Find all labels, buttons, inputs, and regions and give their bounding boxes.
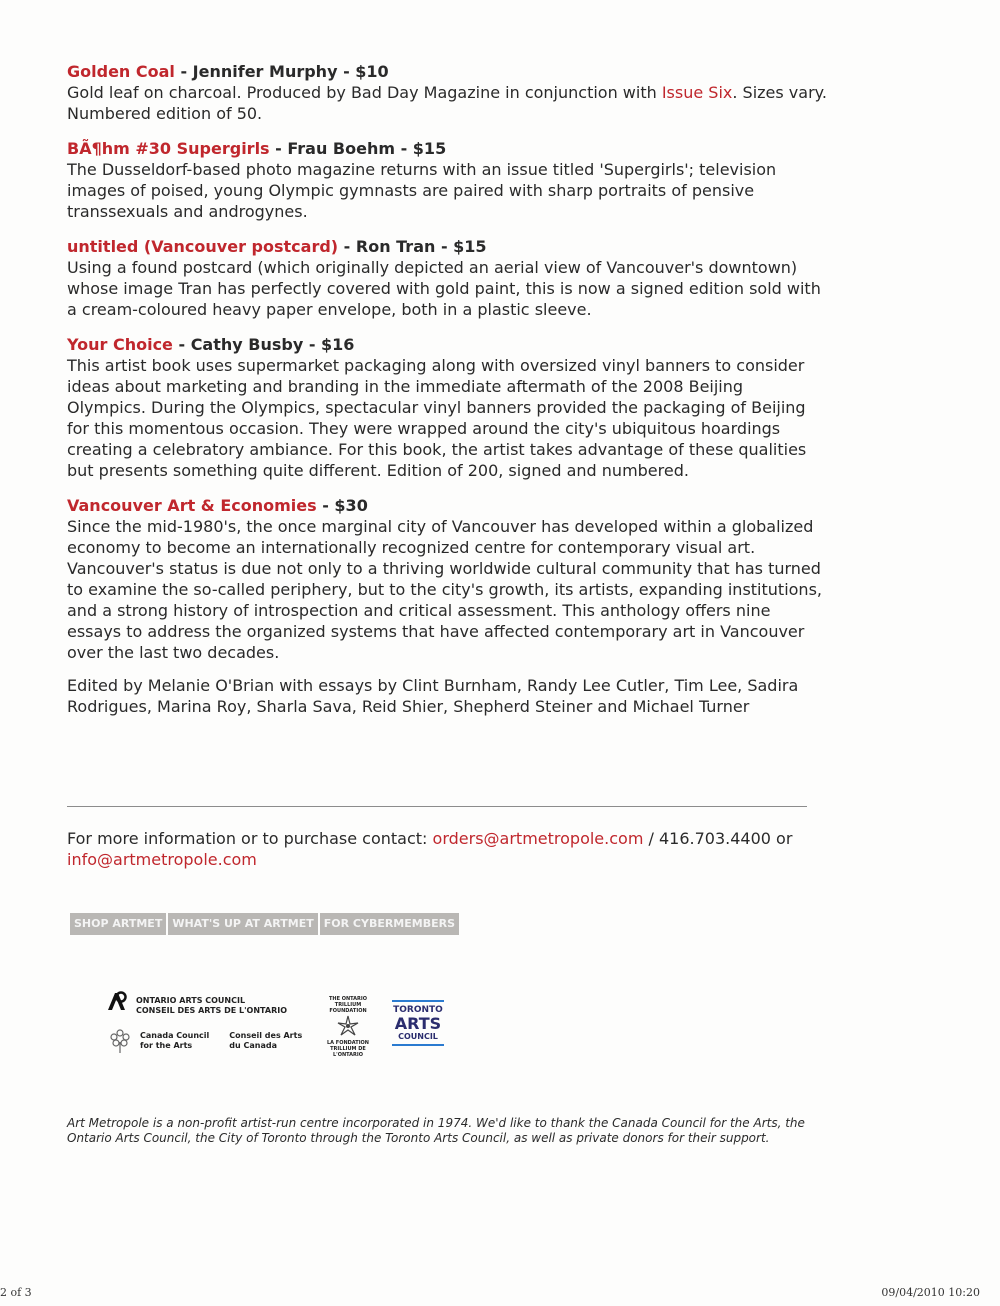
product-meta: - $30 — [316, 496, 368, 515]
tac-line1: TORONTO — [393, 1005, 443, 1015]
oac-text — [136, 990, 287, 1016]
product-list — [67, 61, 827, 733]
print-page-number: 2 of 3 — [0, 1286, 32, 1299]
description-text: . Sizes vary. Numbered edition of 50. — [67, 83, 827, 123]
product-title-link[interactable]: Golden Coal — [67, 62, 175, 81]
oac-line-en: ONTARIO ARTS COUNCIL — [136, 996, 246, 1005]
whats-up-button[interactable]: WHAT'S UP AT ARTMET — [168, 913, 317, 935]
canada-council-logo[interactable] — [108, 1028, 302, 1054]
product-item — [67, 61, 827, 124]
print-timestamp: 09/04/2010 10:20 — [881, 1286, 980, 1299]
footer-note: Art Metropole is a non-profit artist-run centre incorporated in 1974. We'd like to thank the Canada Council for the Arts, the Ontario Arts Council, the City of Toronto through the Toronto Arts Council, as well as private donors for their support. — [67, 1116, 805, 1145]
ontario-arts-council-logo[interactable] — [106, 990, 287, 1016]
toronto-arts-council-logo[interactable] — [392, 1000, 444, 1046]
tac-bottom-bar — [392, 1044, 444, 1046]
product-meta: - Ron Tran - $15 — [338, 237, 487, 256]
contact-prefix: For more information or to purchase contact: — [67, 829, 433, 848]
footer-nav — [70, 913, 459, 935]
product-description: Using a found postcard (which originally depicted an aerial view of Vancouver's downtown) whose image Tran has perfectly covered with gold paint, this is now a signed edition sold with a cream-coloured heavy paper envelope, both in a plastic sleeve. — [67, 258, 821, 319]
ccf-en-line1: Canada Council — [140, 1031, 210, 1040]
product-heading — [67, 138, 827, 159]
product-item — [67, 138, 827, 222]
product-item — [67, 495, 827, 663]
cybermembers-button[interactable]: FOR CYBERMEMBERS — [320, 913, 459, 935]
ccf-en-line2: for the Arts — [140, 1041, 193, 1050]
shop-artmet-button[interactable]: SHOP ARTMET — [70, 913, 166, 935]
oac-mark-icon — [106, 990, 130, 1012]
orders-email-link[interactable]: orders@artmetropole.com — [432, 829, 644, 848]
product-title-link[interactable]: Vancouver Art & Economies — [67, 496, 317, 515]
product-heading — [67, 236, 827, 257]
product-description: This artist book uses supermarket packaging along with oversized vinyl banners to consider ideas about marketing and branding in the immediate aftermath of the 2008 Beijing Olympics. During the Olympics, spectacular vinyl banners provided the packaging of Beijing for this momentous occasion. They were wrapped around the city's ubiquitous hoardings creating a celebratory ambiance. For this book, the artist takes advantage of these qualities but presents something quite different. Edition of 200, signed and numbered. — [67, 356, 807, 480]
editor-credits: Edited by Melanie O'Brian with essays by Clint Burnham, Randy Lee Cutler, Tim Lee, Sadira Rodrigues, Marina Roy, Sharla Sava, Reid Shier, Shepherd Steiner and Michael Turner — [67, 676, 799, 716]
tac-top-bar — [392, 1000, 444, 1002]
issue-six-link[interactable]: Issue Six — [661, 83, 733, 102]
trillium-foundation-logo[interactable] — [326, 996, 370, 1058]
product-heading — [67, 495, 827, 516]
product-heading — [67, 61, 827, 82]
contact-info — [67, 828, 827, 870]
trillium-flower-icon — [336, 1014, 360, 1038]
product-meta: - Jennifer Murphy - $10 — [174, 62, 389, 81]
ccf-fr-text — [229, 1031, 302, 1051]
description-text: Gold leaf on charcoal. Produced by Bad Day Magazine in conjunction with — [67, 83, 662, 102]
product-item — [67, 334, 827, 481]
product-description: The Dusseldorf-based photo magazine returns with an issue titled 'Supergirls'; television images of poised, young Olympic gymnasts are paired with sharp portraits of pensive transsexuals and androgynes. — [67, 160, 777, 221]
product-description — [67, 82, 827, 124]
product-heading — [67, 334, 827, 355]
product-title-link[interactable]: untitled (Vancouver postcard) — [67, 237, 339, 256]
trillium-bottom-text: LA FONDATION TRILLIUM DE L'ONTARIO — [327, 1040, 369, 1058]
product-title-link[interactable]: Your Choice — [67, 335, 173, 354]
product-meta: - Cathy Busby - $16 — [172, 335, 355, 354]
product-meta: - Frau Boehm - $15 — [269, 139, 447, 158]
ccf-fr-line2: du Canada — [229, 1041, 277, 1050]
canada-council-icon — [108, 1028, 132, 1054]
product-item — [67, 236, 827, 320]
tac-line3: COUNCIL — [398, 1032, 438, 1041]
sponsor-logos — [106, 990, 466, 1070]
ccf-en-text — [140, 1031, 209, 1051]
oac-line-fr: CONSEIL DES ARTS DE L'ONTARIO — [136, 1006, 287, 1015]
product-description: Since the mid-1980's, the once marginal city of Vancouver has developed within a globalized economy to become an internationally recognized centre for contemporary visual art. Vancouver's status is due not only to a thriving worldwide cultural community that has turned to examine the so-called periphery, but to the city's growth, its artists, expanding institutions, and a strong history of introspection and critical assessment. This anthology offers nine essays to address the organized systems that have affected contemporary art in Vancouver over the last two decades. — [67, 517, 822, 662]
tac-line2: ARTS — [394, 1014, 442, 1033]
divider — [67, 806, 807, 807]
ccf-fr-line1: Conseil des Arts — [229, 1031, 303, 1040]
product-title-link[interactable]: BÃ¶hm #30 Supergirls — [67, 139, 270, 158]
contact-separator: / 416.703.4400 or — [643, 829, 793, 848]
trillium-top-text: THE ONTARIO TRILLIUM FOUNDATION — [328, 996, 368, 1014]
info-email-link[interactable]: info@artmetropole.com — [67, 850, 257, 869]
